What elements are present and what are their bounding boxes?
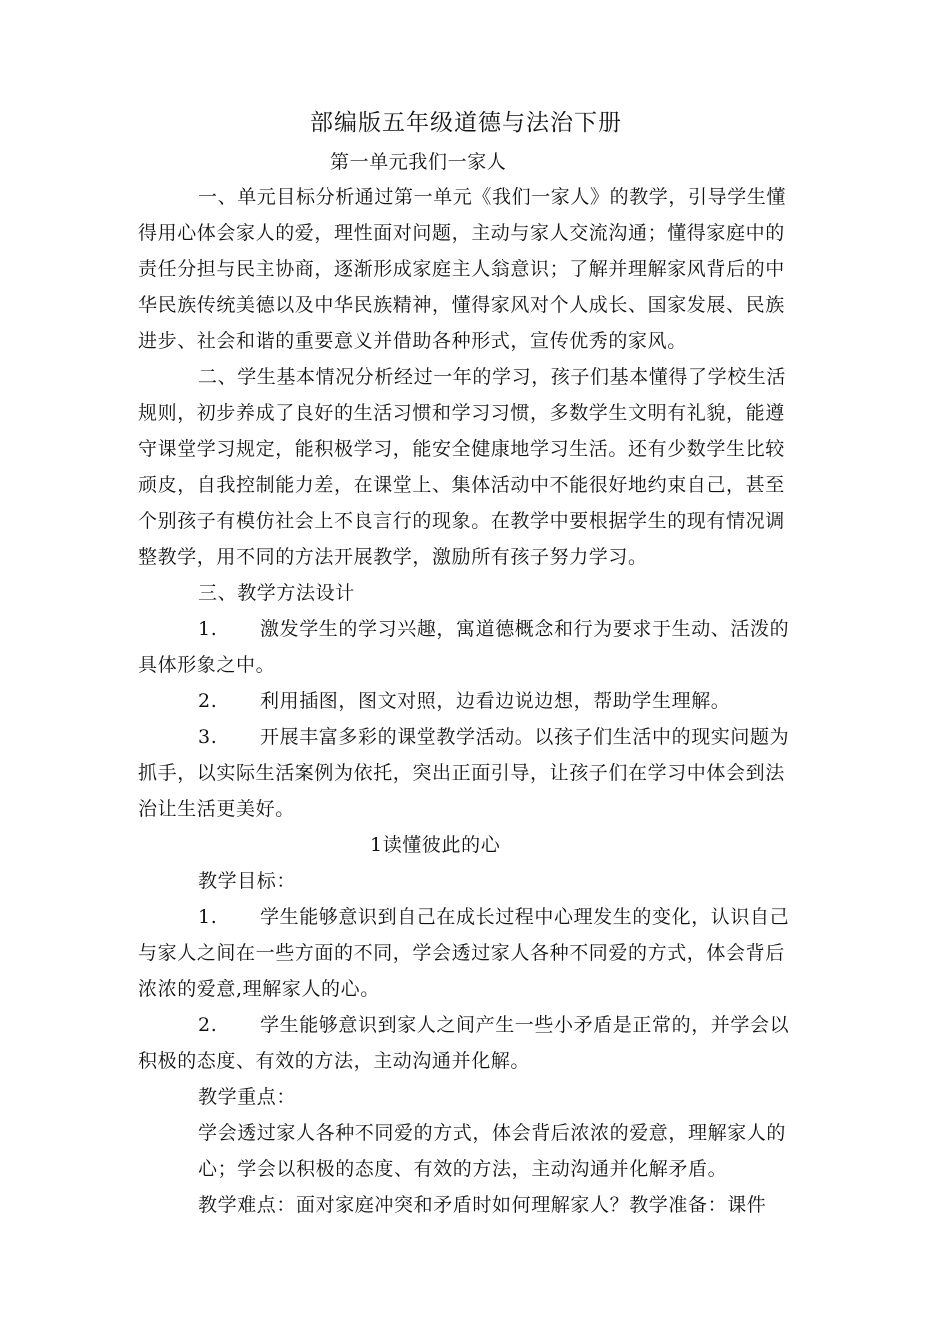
key-label: 教学重点： (198, 1086, 297, 1108)
method3-line: 治让生活更美好。 (138, 798, 295, 820)
section1-line: 得用心体会家人的爱，理性面对问题，主动与家人交流沟通；懂得家庭中的 (138, 222, 785, 244)
section1-line: 责任分担与民主协商，逐渐形成家庭主人翁意识；了解并理解家风背后的中 (138, 258, 785, 280)
goal1-text: 学生能够意识到自己在成长过程中心理发生的变化，认识自己 (260, 906, 790, 928)
lesson-title: 1读懂彼此的心 (370, 834, 501, 856)
section3-heading: 三、教学方法设计 (198, 582, 355, 604)
section1-line: 华民族传统美德以及中华民族精神，懂得家风对个人成长、国家发展、民族 (138, 294, 785, 316)
goal1-line (198, 905, 789, 929)
method3-text: 开展丰富多彩的课堂教学活动。以孩子们生活中的现实问题为 (260, 726, 790, 748)
method1-number: 1. (198, 618, 218, 640)
goals-label: 教学目标： (198, 870, 297, 892)
section2-line: 个别孩子有模仿社会上不良言行的现象。在教学中要根据学生的现有情况调 (138, 510, 785, 532)
section2-line: 顽皮，自我控制能力差，在课堂上、集体活动中不能很好地约束自己，甚至 (138, 474, 785, 496)
method3-line: 抓手，以实际生活案例为依托，突出正面引导，让孩子们在学习中体会到法 (138, 762, 785, 784)
method3-number: 3. (198, 726, 218, 748)
goal1-number: 1. (198, 906, 218, 928)
difficulty-line: 教学难点：面对家庭冲突和矛盾时如何理解家人？教学准备：课件 (198, 1194, 767, 1216)
section2-line: 规则，初步养成了良好的生活习惯和学习习惯，多数学生文明有礼貌，能遵 (138, 402, 785, 424)
method1-line: 具体形象之中。 (138, 654, 276, 676)
goal1-line: 与家人之间在一些方面的不同，学会透过家人各种不同爱的方式，体会背后 (138, 942, 785, 964)
section2-line: 守课堂学习规定，能积极学习，能安全健康地学习生活。还有少数学生比较 (138, 438, 785, 460)
method1-line (198, 617, 789, 641)
goal2-line (198, 1013, 789, 1037)
section1-line: 进步、社会和谐的重要意义并借助各种形式，宣传优秀的家风。 (138, 330, 687, 352)
method2-line (198, 689, 730, 713)
section2-line: 整教学，用不同的方法开展教学，激励所有孩子努力学习。 (138, 546, 648, 568)
key-points-line: 学会透过家人各种不同爱的方式，体会背后浓浓的爱意，理解家人的 (198, 1122, 787, 1144)
method2-text: 利用插图，图文对照，边看边说边想，帮助学生理解。 (260, 690, 731, 712)
method3-line (198, 725, 789, 749)
goal2-line: 积极的态度、有效的方法，主动沟通并化解。 (138, 1050, 531, 1072)
method1-text: 激发学生的学习兴趣，寓道德概念和行为要求于生动、活泼的 (260, 618, 790, 640)
key-points-line: 心；学会以积极的态度、有效的方法，主动沟通并化解矛盾。 (198, 1158, 728, 1180)
section2-line: 二、学生基本情况分析经过一年的学习，孩子们基本懂得了学校生活 (198, 366, 787, 388)
goal2-text: 学生能够意识到家人之间产生一些小矛盾是正常的，并学会以 (260, 1014, 790, 1036)
unit-title: 第一单元我们一家人 (330, 151, 507, 173)
goal1-line: 浓浓的爱意,理解家人的心。 (138, 978, 380, 1000)
section1-line: 一、单元目标分析通过第一单元《我们一家人》的教学，引导学生懂 (198, 186, 787, 208)
document-title: 部编版五年级道德与法治下册 (310, 110, 622, 136)
goal2-number: 2. (198, 1014, 218, 1036)
method2-number: 2. (198, 690, 218, 712)
